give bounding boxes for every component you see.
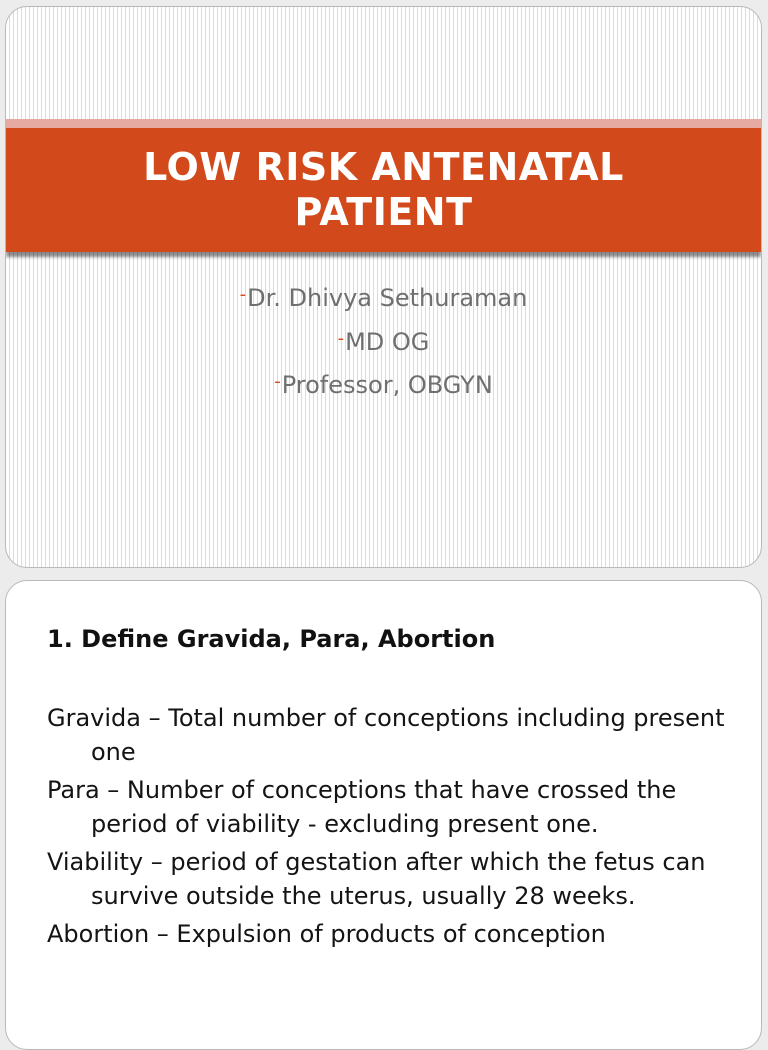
definition-para: Para – Number of conceptions that have crossed the period of viability - excluding present one. [47,776,677,838]
dash-bullet-icon: - [274,371,281,392]
definition-gravida: Gravida – Total number of conceptions including present one [47,704,725,766]
author-name: Dr. Dhivya Sethuraman [247,284,528,312]
dash-bullet-icon: - [337,327,345,349]
content-slide [5,580,762,1050]
slide-title: LOW RISK ANTENATAL PATIENT [143,145,624,234]
subtitle-block [6,275,761,406]
subtitle-line-position [6,362,761,406]
author-degree: MD OG [345,327,430,356]
dash-bullet-icon: - [239,284,247,305]
definition-viability: Viability – period of gestation after which the fetus can survive outside the uterus, usually 28 weeks. [47,848,706,910]
subtitle-line-degree [6,319,761,363]
content-heading: 1. Define Gravida, Para, Abortion [47,625,496,653]
subtitle-line-author [6,275,761,319]
definition-abortion: Abortion – Expulsion of products of conception [47,920,606,948]
title-band [6,128,761,252]
title-slide [5,6,762,568]
definition-list [47,701,737,955]
title-band-accent [6,119,761,128]
author-position: Professor, OBGYN [281,371,493,399]
